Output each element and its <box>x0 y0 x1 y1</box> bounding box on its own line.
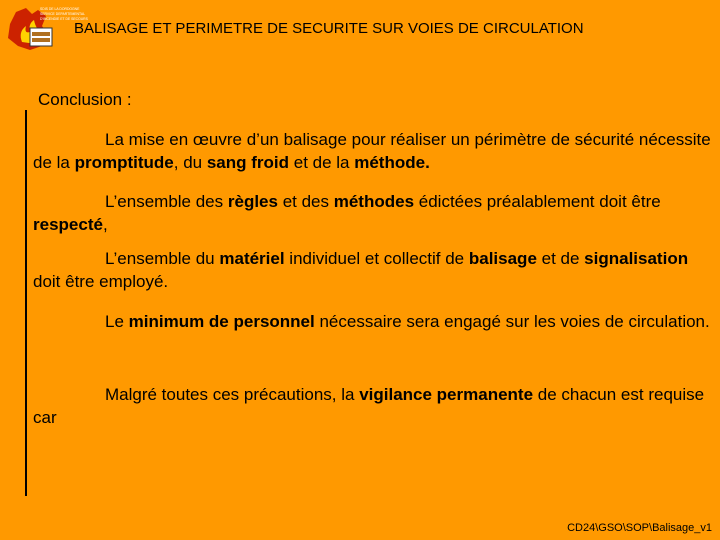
logo-line-2: SERVICE DEPARTEMENTAL <box>40 12 85 16</box>
paragraph-1: La mise en œuvre d’un balisage pour réaliser un périmètre de sécurité nécessite de la promptitude, du sang froid et de la méthode. <box>33 130 711 172</box>
logo-line-3: D'INCENDIE ET DE SECOURS <box>40 17 88 21</box>
paragraph-5: Malgré toutes ces précautions, la vigilance permanente de chacun est requise car <box>33 385 705 427</box>
logo-line-1: SDIS DE LA DORDOGNE <box>40 7 80 11</box>
paragraph-4: Le minimum de personnel nécessaire sera engagé sur les voies de circulation. <box>105 312 710 331</box>
paragraph-2: L’ensemble des règles et des méthodes édictées préalablement doit être respecté, <box>33 192 661 234</box>
section-heading: Conclusion : <box>38 90 132 109</box>
sdis-logo <box>2 2 88 54</box>
page-title: BALISAGE ET PERIMETRE DE SECURITE SUR VOIES DE CIRCULATION <box>74 20 584 37</box>
emblem-box <box>30 28 52 46</box>
left-vertical-rule <box>25 110 27 496</box>
footer-file-path: CD24\GSO\SOP\Balisage_v1 <box>567 522 712 534</box>
paragraph-3: L’ensemble du matériel individuel et collectif de balisage et de signalisation doit être employé. <box>33 249 689 291</box>
